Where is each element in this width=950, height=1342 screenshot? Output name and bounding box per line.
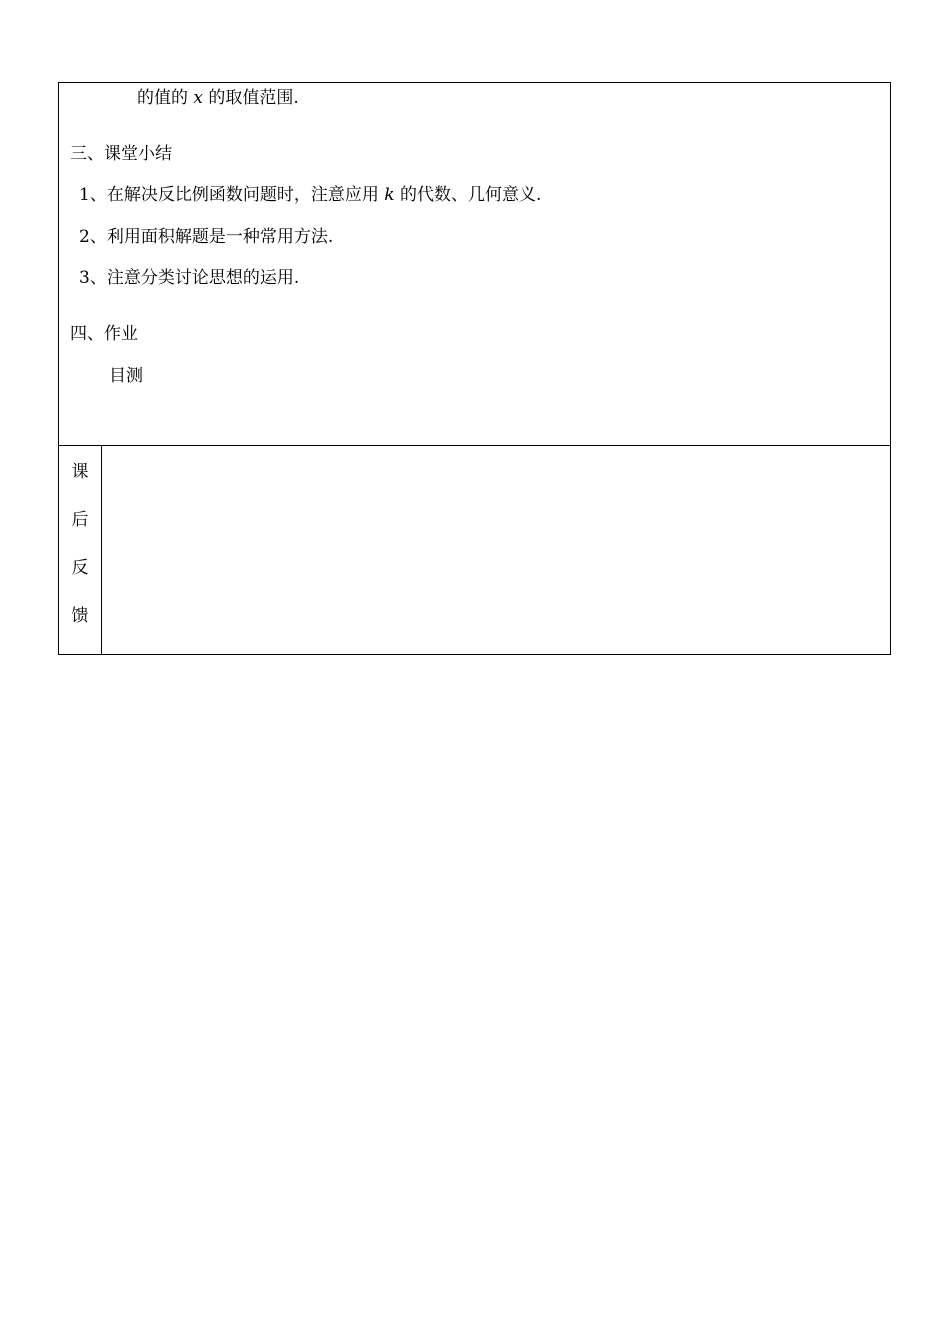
feedback-label-char-2: 后 [71,510,89,530]
feedback-label-char-4: 馈 [71,606,89,626]
homework-heading: 四、作业 [70,324,138,344]
feedback-content-cell[interactable] [102,446,890,654]
homework-item: 目测 [109,366,143,386]
feedback-label-cell [59,446,102,654]
summary-item-1-end: 的代数、几何意义. [399,185,542,205]
range-question-line [137,88,299,108]
feedback-label-char-3: 反 [71,558,89,578]
range-text-end: 的取值范围. [208,88,299,108]
summary-item-2: 2、利用面积解题是一种常用方法. [79,227,334,247]
variable-x: x [193,88,203,108]
feedback-label-char-1: 课 [71,462,89,482]
variable-k: k [384,185,395,205]
lesson-table [58,82,891,655]
summary-item-1 [79,185,541,205]
summary-item-3: 3、注意分类讨论思想的运用. [79,268,300,288]
range-text-start: 的值的 [137,88,188,108]
summary-item-1-start: 1、在解决反比例函数问题时，注意应用 [79,185,379,205]
lesson-content-cell [59,83,890,446]
summary-heading: 三、课堂小结 [70,144,172,164]
